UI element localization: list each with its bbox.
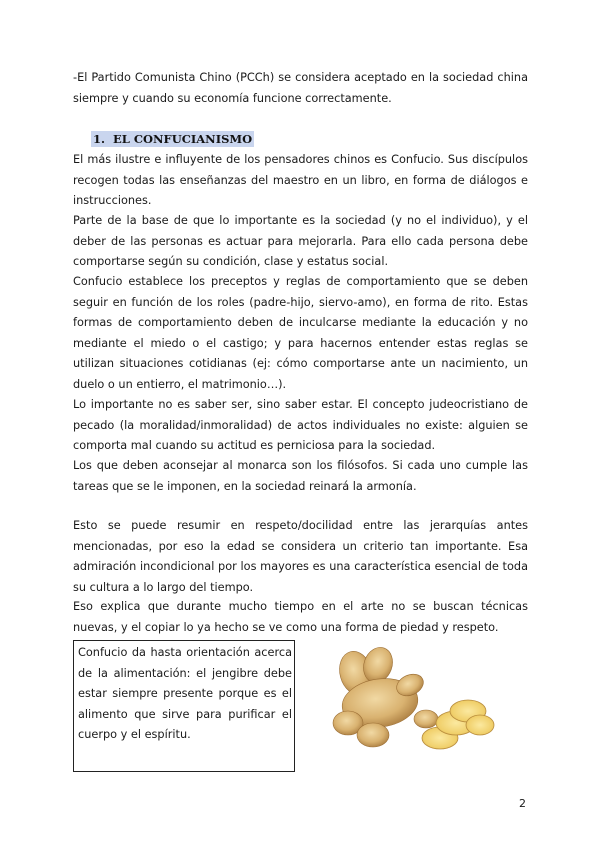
ginger-image bbox=[318, 643, 498, 753]
ginger-note-box bbox=[73, 640, 295, 772]
intro-paragraph: -El Partido Comunista Chino (PCCh) se considera aceptado en la sociedad china siempre y cuando su economía funcione correctamente. bbox=[73, 71, 528, 105]
section-number: 1. bbox=[93, 132, 106, 146]
paragraph-2: Parte de la base de que lo importante es la sociedad (y no el individuo), y el deber de las personas es actuar para mejorarla. Para ello cada persona debe comportarse según su condición, clase y estatus social. bbox=[73, 214, 528, 268]
ginger-root bbox=[333, 643, 438, 747]
section-title: EL CONFUCIANISMO bbox=[113, 132, 253, 146]
section-heading bbox=[91, 131, 254, 147]
paragraph-7: Eso explica que durante mucho tiempo en el arte no se buscan técnicas nuevas, y el copiar lo ya hecho se ve como una forma de piedad y respeto. bbox=[73, 600, 528, 634]
paragraph-1: El más ilustre e influyente de los pensadores chinos es Confucio. Sus discípulos recogen todas las enseñanzas del maestro en un libro, en forma de diálogos e instrucciones. bbox=[73, 153, 528, 207]
paragraph-3: Confucio establece los preceptos y reglas de comportamiento que se deben seguir en función de los roles (padre-hijo, siervo-amo), en forma de rito. Estas formas de comportamiento deben de inculcarse mediante la educación y no mediante el miedo o el castigo; y para hacernos entender estas reglas se utilizan situaciones cotidianas (ej: cómo comportarse ante un nacimiento, un duelo o un entierro, el matrimonio…). bbox=[73, 275, 528, 391]
page-number: 2 bbox=[519, 797, 526, 810]
paragraph-4: Lo importante no es saber ser, sino saber estar. El concepto judeocristiano de pecado (la moralidad/inmoralidad) de actos individuales no existe: alguien se comporta mal cuando su actitud es perniciosa para la sociedad. bbox=[73, 398, 528, 452]
paragraph-5: Los que deben aconsejar al monarca son los filósofos. Si cada uno cumple las tareas que se le imponen, en la sociedad reinará la armonía. bbox=[73, 459, 528, 493]
ginger-note-text: Confucio da hasta orientación acerca de la alimentación: el jengibre debe estar siempre presente porque es el alimento que sirve para purificar el cuerpo y el espíritu. bbox=[78, 646, 292, 741]
paragraph-6: Esto se puede resumir en respeto/docilidad entre las jerarquías antes mencionadas, por eso la edad se considera un criterio tan importante. Esa admiración incondicional por los mayores es una característica esencial de toda su cultura a lo largo del tiempo. bbox=[73, 519, 528, 594]
